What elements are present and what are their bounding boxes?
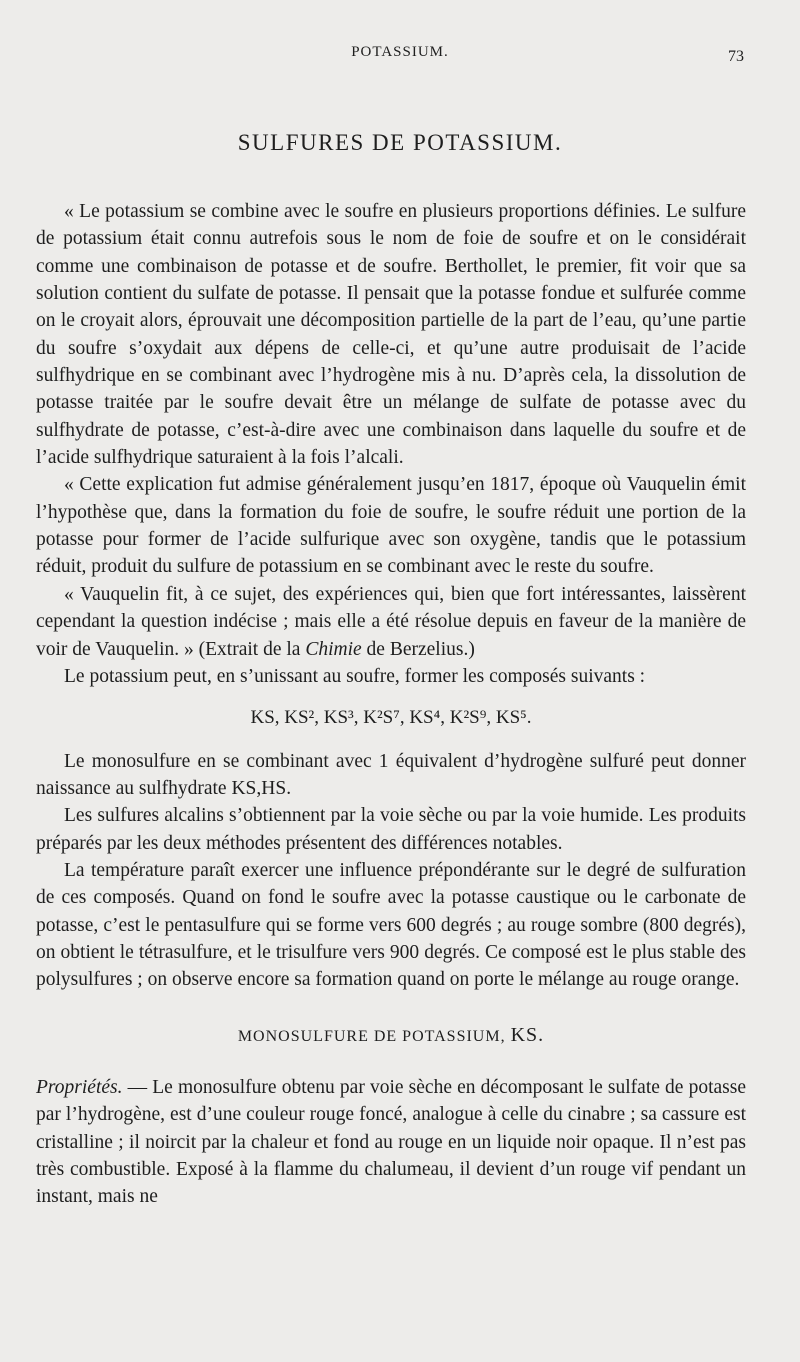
body-text bbox=[36, 198, 746, 1211]
paragraph: « Cette explication fut admise généralement jusqu’en 1817, époque où Vauquelin émit l’hypothèse que, dans la formation du foie de soufre, le soufre réduit une portion de la potasse pour former de l’acide sulfurique avec son oxygène, tandis que le potassium réduit, produit du sulfure de potassium en se combinant avec le reste du soufre. bbox=[36, 474, 746, 578]
paragraph: Les sulfures alcalins s’obtiennent par la voie sèche ou par la voie humide. Les produits préparés par les deux méthodes présentent des différences notables. bbox=[36, 805, 746, 854]
running-head bbox=[0, 44, 800, 74]
paragraph bbox=[36, 1074, 746, 1211]
properties-label: Propriétés. bbox=[36, 1076, 123, 1098]
paragraph: Le monosulfure en se combinant avec 1 équivalent d’hydrogène sulfuré peut donner naissance au sulfhydrate KS,HS. bbox=[36, 750, 746, 799]
paragraph: Le potassium peut, en s’unissant au soufre, former les composés suivants : bbox=[64, 665, 646, 687]
paragraph: « Le potassium se combine avec le soufre en plusieurs proportions définies. Le sulfure de potassium était connu autrefois sous le nom de foie de soufre et on le considérait comme une combinaison de potasse et de soufre. Berthollet, le premier, fit voir que sa solution contient du sulfate de potasse. Il pensait que la potasse fondue et sulfurée comme on le croyait alors, éprouvait une décomposition partielle de la part de l’eau, qu’une partie du soufre s’oxydait aux dépens de celle-ci, et qu’une autre produisait de l’acide sulfhydrique en se combinant avec l’hydrogène mis à nu. D’après cela, la dissolution de potasse traitée par le soufre devait être un mélange de sulfate de potasse avec du sulfhydrate de potasse, c’est-à-dire avec une combinaison dans laquelle du soufre et de l’acide sulfhydrique saturaient à la fois l’alcali. bbox=[36, 201, 746, 469]
subsection-heading-text: MONOSULFURE DE POTASSIUM, bbox=[237, 1027, 506, 1045]
text-span: « Vauquelin fit, à ce sujet, des expériences qui, bien que fort intéressantes, laissèrent cependant la question indécise ; mais elle a été résolue depuis en faveur de la manière de voir de Vauquelin. » (Extrait de la bbox=[36, 583, 746, 660]
paragraph: La température paraît exercer une influence prépondérante sur le degré de sulfuration de ces composés. Quand on fond le soufre avec la potasse caustique ou le carbonate de potasse, c’est le pentasulfure qui se forme vers 600 degrés ; au rouge sombre (800 degrés), on obtient le tétrasulfure, et le trisulfure vers 900 degrés. Ce composé est le plus stable des polysulfures ; on observe encore sa formation quand on porte le mélange au rouge orange. bbox=[36, 859, 746, 991]
running-head-title: POTASSIUM. bbox=[351, 44, 449, 60]
subsection-heading-formula: KS. bbox=[510, 1023, 545, 1046]
text-span: de Berzelius.) bbox=[361, 638, 475, 660]
page-number: 73 bbox=[728, 48, 744, 65]
italic-title: Chimie bbox=[305, 638, 362, 660]
formula-line: KS, KS², KS³, K²S⁷, KS⁴, K²S⁹, KS⁵. bbox=[250, 707, 532, 729]
paragraph bbox=[36, 581, 746, 663]
subsection-heading bbox=[36, 1022, 746, 1050]
section-title: SULFURES DE POTASSIUM. bbox=[237, 130, 563, 155]
properties-text: — Le monosulfure obtenu par voie sèche en décomposant le sulfate de potasse par l’hydrogène, est d’une couleur rouge foncé, analogue à celle du cinabre ; sa cassure est cristalline ; il noircit par la chaleur et fond au rouge en un liquide noir opaque. Il n’est pas très combustible. Exposé à la flamme du chalumeau, il devient d’un rouge vif pendant un instant, mais ne bbox=[36, 1076, 746, 1208]
